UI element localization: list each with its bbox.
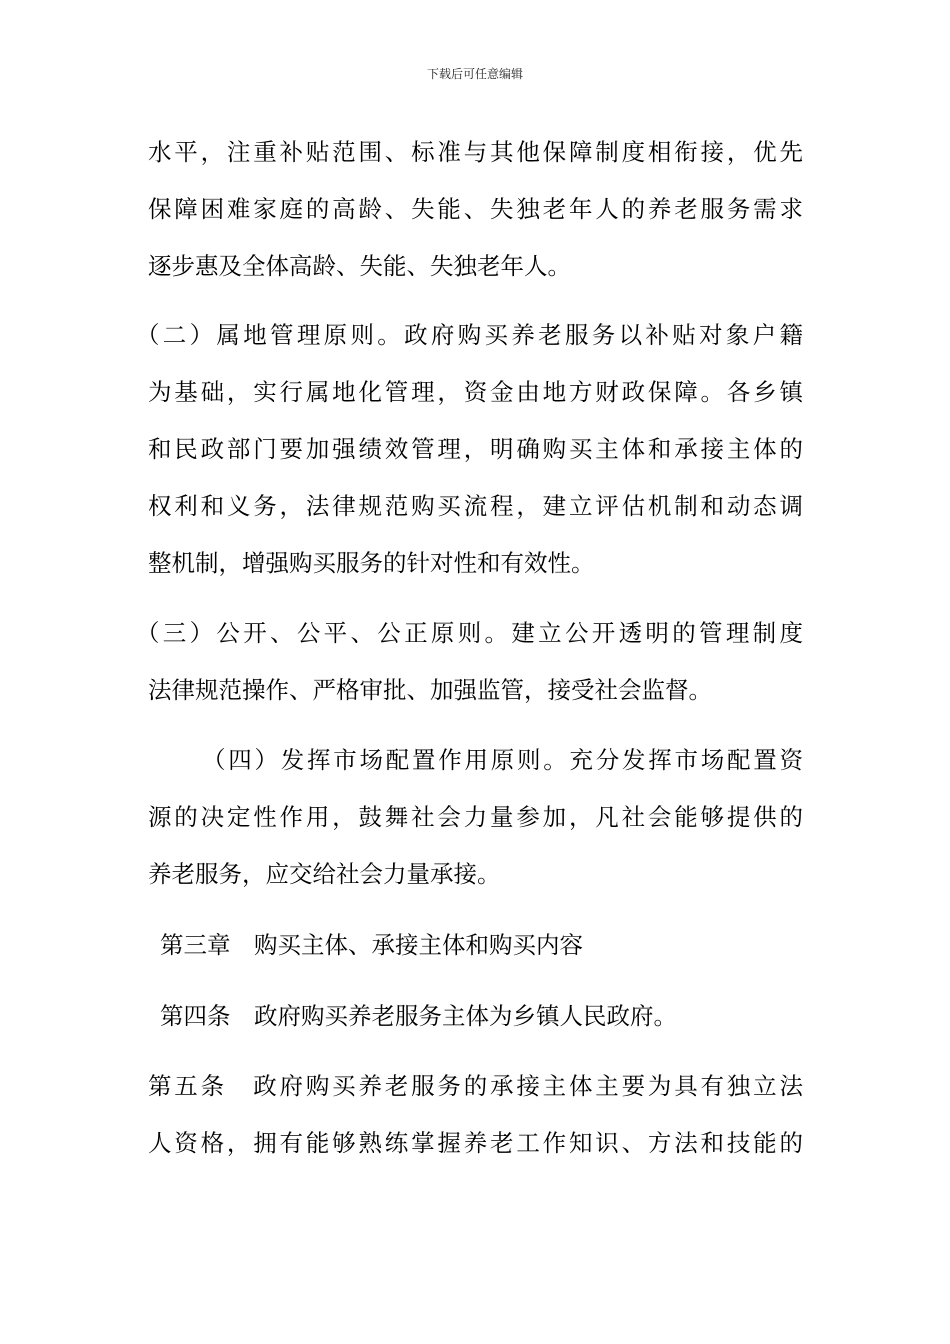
body-line: 权利和义务，法律规范购买流程，建立评估机制和动态调 bbox=[148, 492, 803, 520]
body-line: （四）发挥市场配置作用原则。充分发挥市场配置资 bbox=[202, 746, 803, 774]
article-line: 第四条 政府购买养老服务主体为乡镇人民政府。 bbox=[160, 1002, 677, 1030]
body-line: （二）属地管理原则。政府购买养老服务以补贴对象户籍 bbox=[136, 321, 803, 349]
body-line: 源的决定性作用，鼓舞社会力量参加，凡社会能够提供的 bbox=[148, 803, 803, 831]
body-line: 水平，注重补贴范围、标准与其他保障制度相衔接，优先 bbox=[148, 138, 803, 166]
body-line: 法律规范操作、严格审批、加强监管，接受社会监督。 bbox=[148, 676, 712, 704]
body-line: 和民政部门要加强绩效管理，明确购买主体和承接主体的 bbox=[148, 435, 803, 463]
body-line: 为基础，实行属地化管理，资金由地方财政保障。各乡镇 bbox=[148, 378, 803, 406]
body-line: 养老服务，应交给社会力量承接。 bbox=[148, 860, 501, 888]
page-header: 下载后可任意编辑 bbox=[426, 67, 523, 81]
body-line: 整机制，增强购买服务的针对性和有效性。 bbox=[148, 549, 595, 577]
body-line: 人资格，拥有能够熟练掌握养老工作知识、方法和技能的 bbox=[148, 1129, 803, 1157]
article-line: 第五条 政府购买养老服务的承接主体主要为具有独立法 bbox=[148, 1072, 803, 1100]
body-line: 逐步惠及全体高龄、失能、失独老年人。 bbox=[148, 252, 571, 280]
chapter-heading: 第三章 购买主体、承接主体和购买内容 bbox=[160, 931, 583, 959]
body-line: 保障困难家庭的高龄、失能、失独老年人的养老服务需求 bbox=[148, 195, 803, 223]
body-line: （三）公开、公平、公正原则。建立公开透明的管理制度 bbox=[136, 619, 803, 647]
